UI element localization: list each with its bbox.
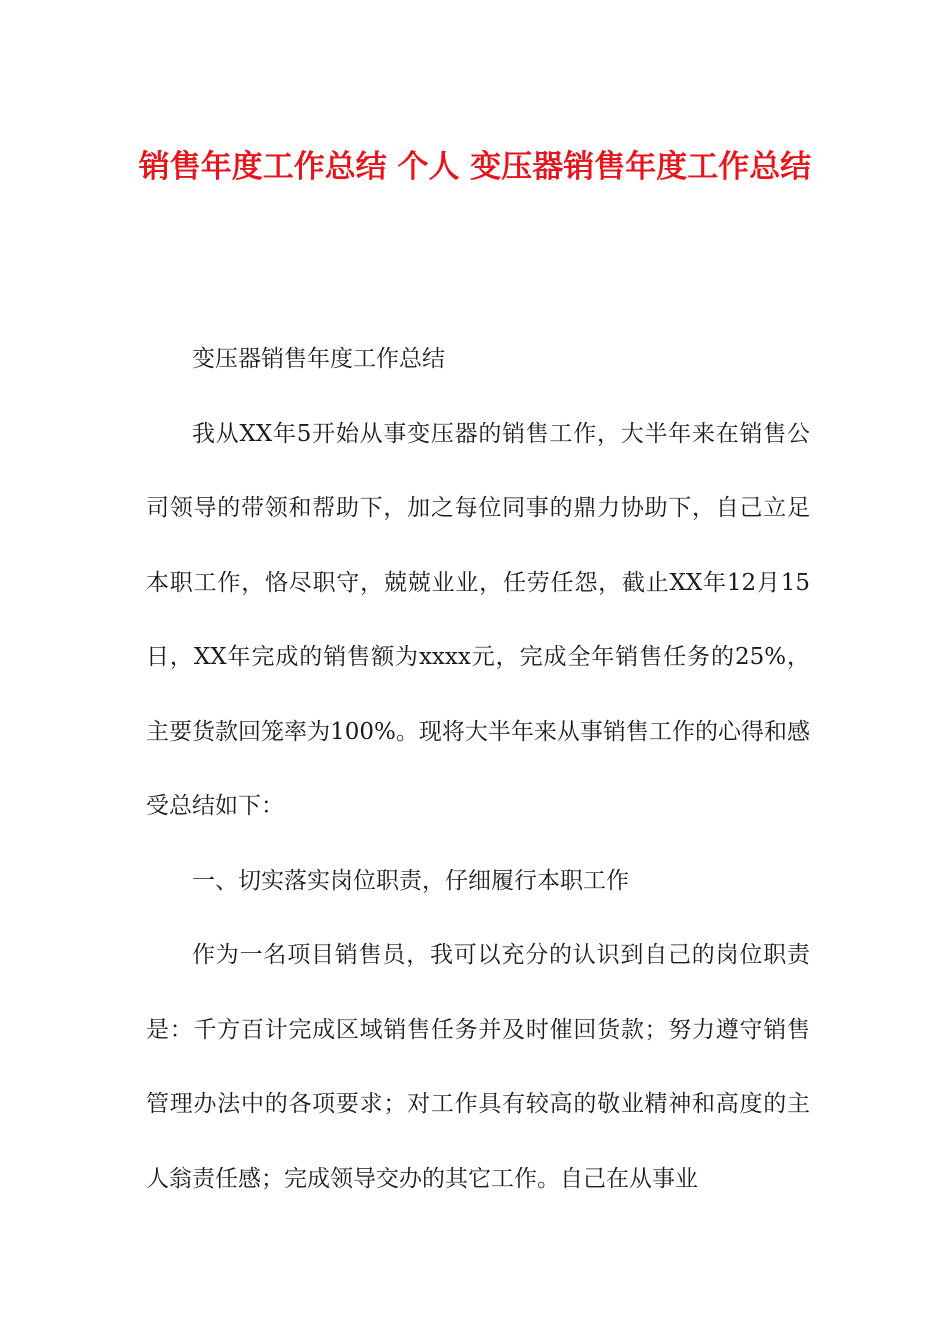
paragraph-heading: 变压器销售年度工作总结 — [192, 346, 445, 372]
document-body — [146, 322, 810, 1216]
paragraph-intro: 我从XX年5开始从事变压器的销售工作，大半年来在销售公司领导的带领和帮助下，加之每位同事的鼎力协助下，自己立足本职工作，恪尽职守，兢兢业业，任劳任怨，截止XX年12月15日，XX年完成的销售额为xxxx元，完成全年销售任务的25%，主要货款回笼率为100%。现将大半年来从事销售工作的心得和感受总结如下： — [146, 420, 810, 819]
paragraph-section-one-heading: 一、切实落实岗位职责，仔细履行本职工作 — [192, 867, 629, 894]
paragraph-section-one-body: 作为一名项目销售员，我可以充分的认识到自己的岗位职责是：千方百计完成区域销售任务并及时催回货款；努力遵守销售管理办法中的各项要求；对工作具有较高的敬业精神和高度的主人翁责任感；完成领导交办的其它工作。自己在从事业 — [146, 942, 810, 1192]
document-title: 销售年度工作总结 个人 变压器销售年度工作总结 — [138, 149, 812, 185]
